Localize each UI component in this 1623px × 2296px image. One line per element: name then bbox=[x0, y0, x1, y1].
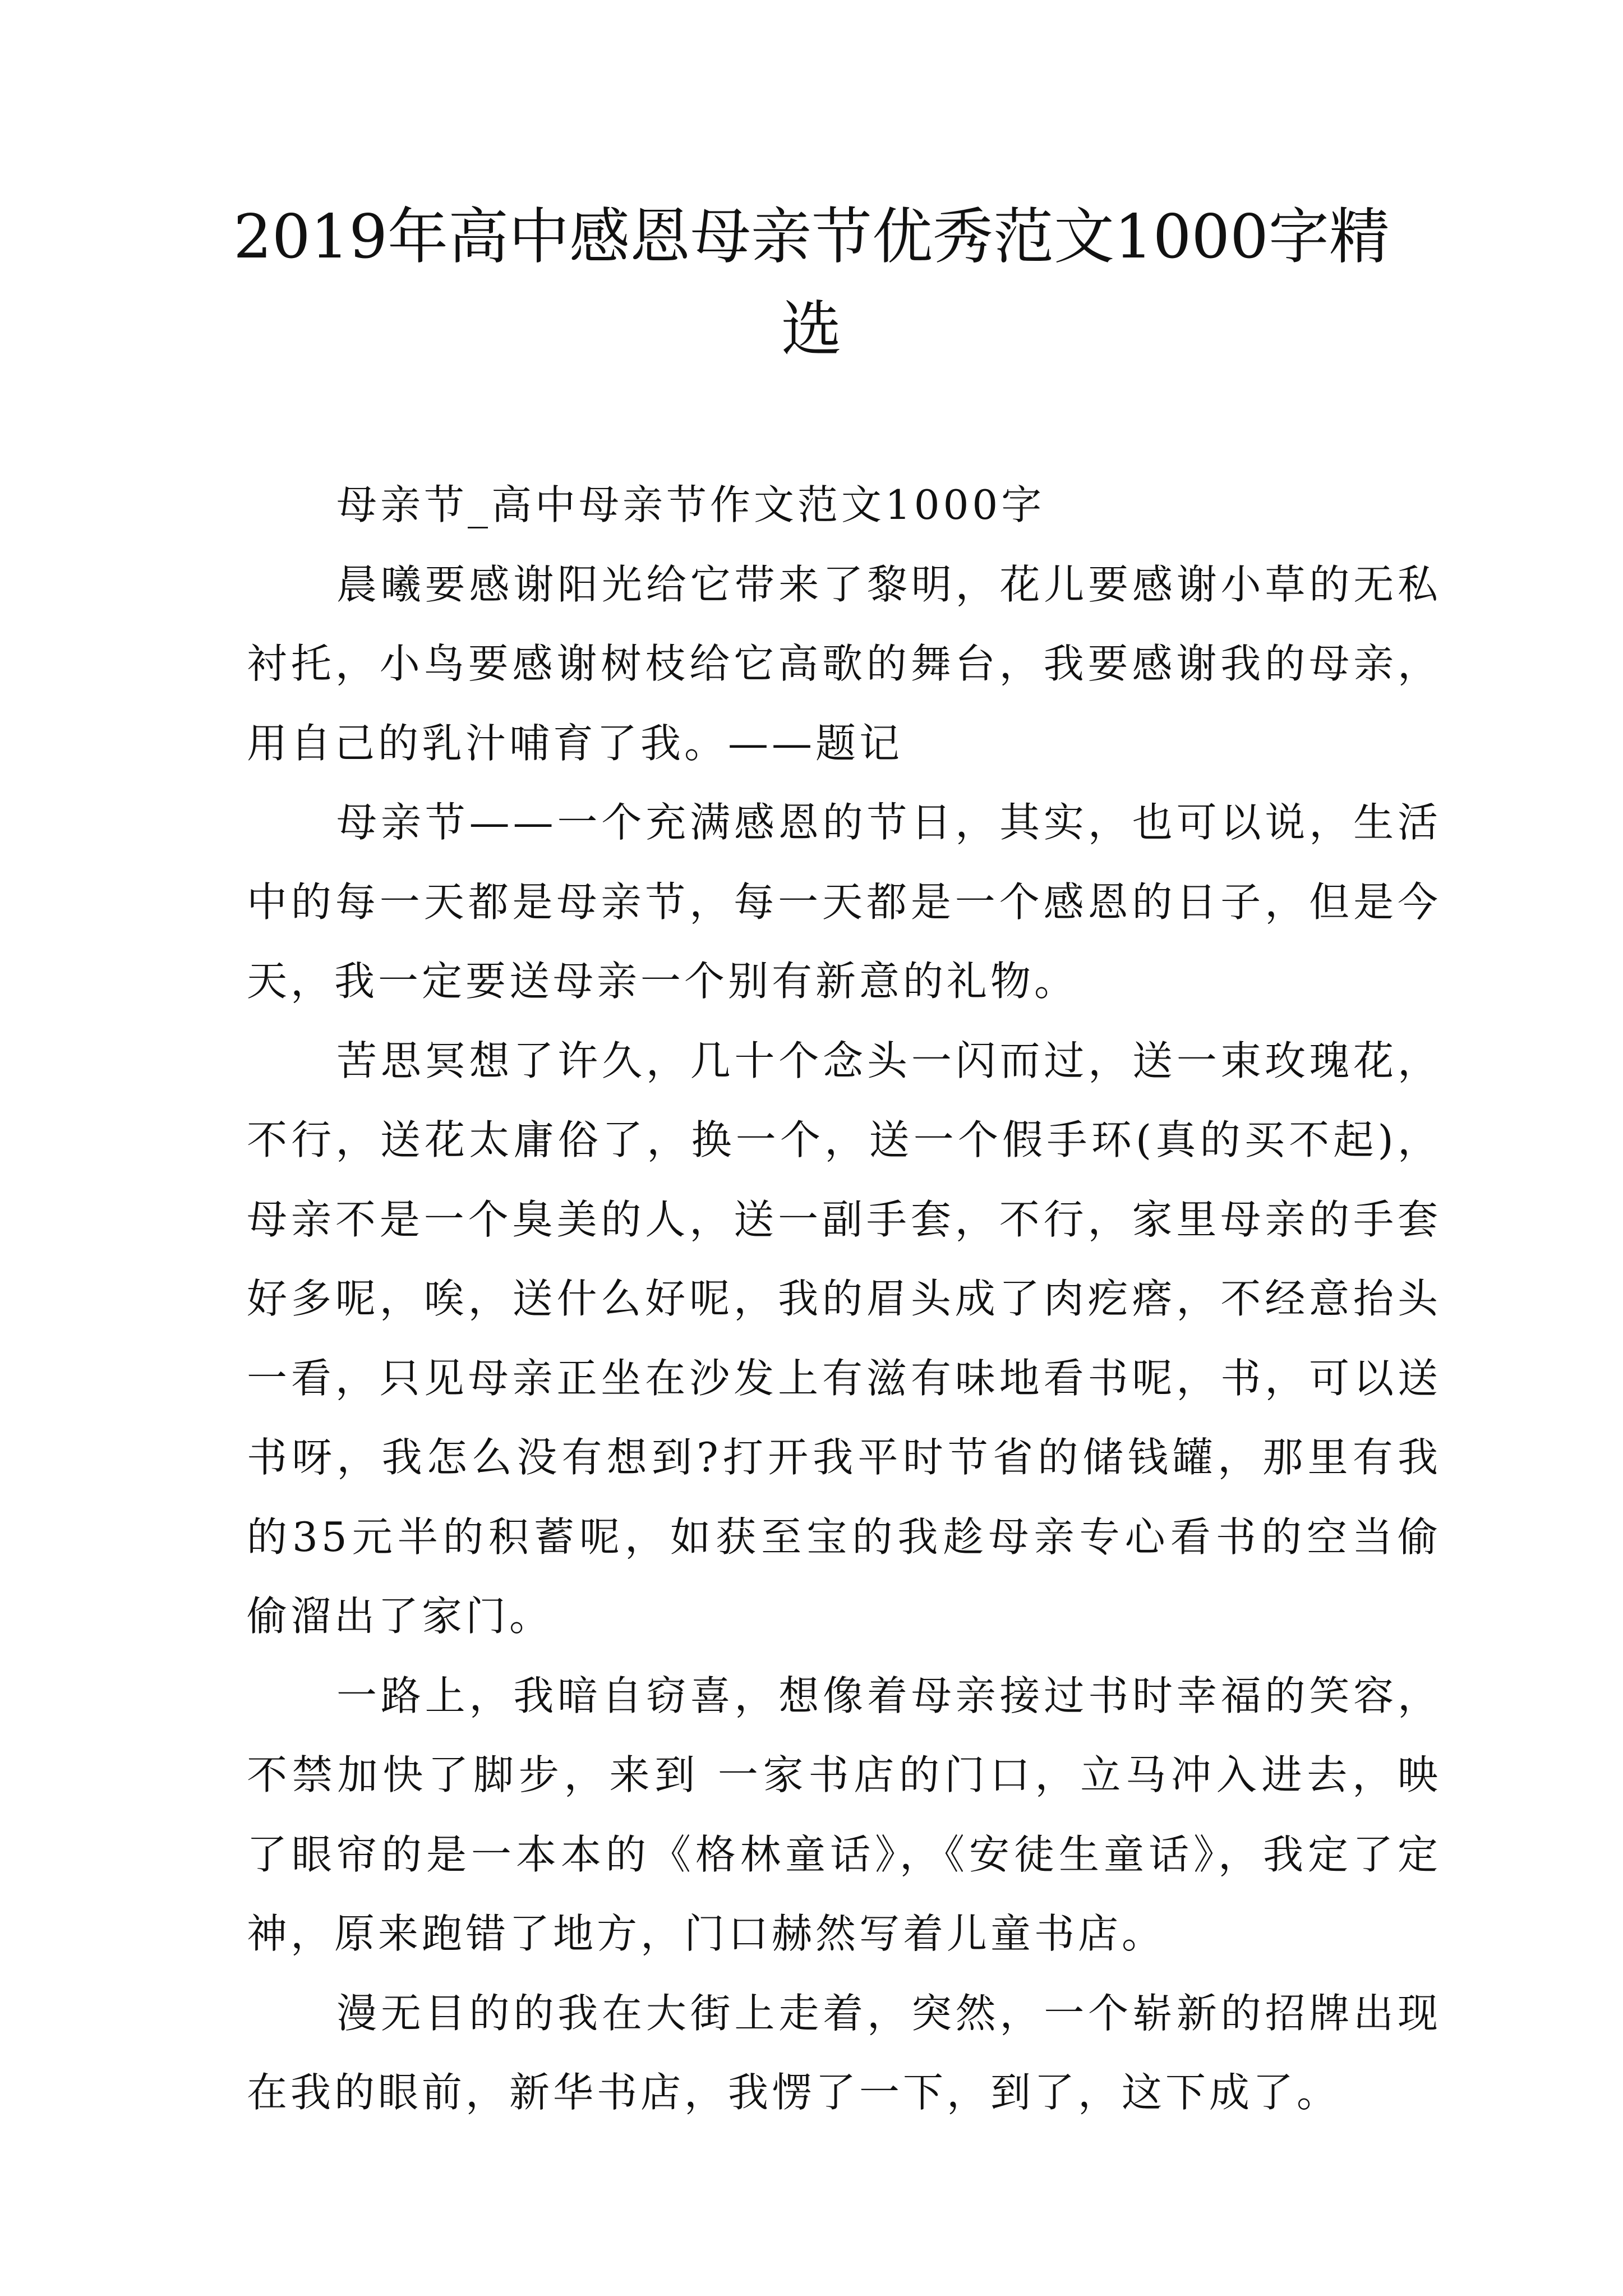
body-paragraph: 苦思冥想了许久，几十个念头一闪而过，送一束玫瑰花，不行，送花太庸俗了，换一个，送一个假手环(真的买不起)，母亲不是一个臭美的人，送一副手套，不行，家里母亲的手套好多呢，唉，送什么好呢，我的眉头成了肉疙瘩，不经意抬头一看，只见母亲正坐在沙发上有滋有味地看书呢，书，可以送书呀，我怎么没有想到?打开我平时节省的储钱罐，那里有我的35元半的积蓄呢，如获至宝的我趁母亲专心看书的空当偷偷溜出了家门。 bbox=[247, 1037, 1441, 1640]
document-body bbox=[247, 466, 1441, 2133]
subtitle-paragraph: 母亲节_高中母亲节作文范文1000字 bbox=[336, 481, 1045, 528]
body-paragraph: 母亲节——一个充满感恩的节日，其实，也可以说，生活中的每一天都是母亲节，每一天都是一个感恩的日子，但是今天，我一定要送母亲一个别有新意的礼物。 bbox=[247, 799, 1441, 1005]
epigraph-paragraph: 晨曦要感谢阳光给它带来了黎明，花儿要感谢小草的无私衬托，小鸟要感谢树枝给它高歌的舞台，我要感谢我的母亲，用自己的乳汁哺育了我。——题记 bbox=[247, 560, 1441, 767]
body-paragraph: 漫无目的的我在大街上走着，突然，一个崭新的招牌出现在我的眼前，新华书店，我愣了一下，到了，这下成了。 bbox=[247, 1989, 1441, 2116]
body-paragraph: 一路上，我暗自窃喜，想像着母亲接过书时幸福的笑容，不禁加快了脚步，来到 一家书店的门口，立马冲入进去，映了眼帘的是一本本的《格林童话》，《安徒生童话》，我定了定神，原来跑错了地方，门口赫然写着儿童书店。 bbox=[247, 1672, 1441, 1957]
document-title: 2019年高中感恩母亲节优秀范文1000字精选 bbox=[233, 202, 1390, 365]
